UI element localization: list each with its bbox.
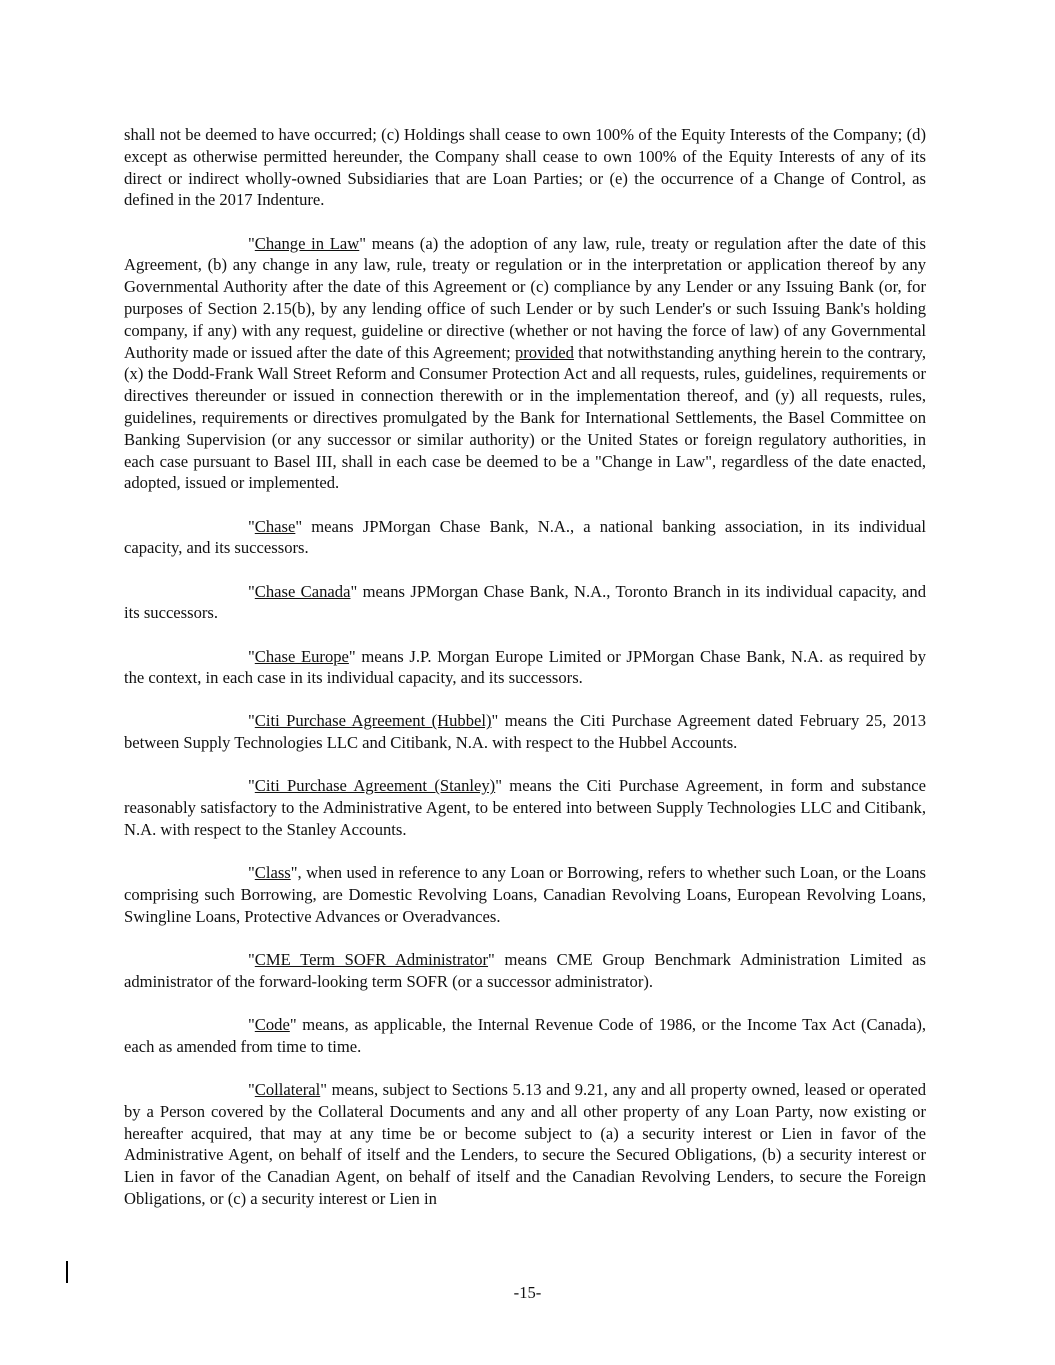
definition-class: "Class", when used in reference to any Loan or Borrowing, refers to whether such Loan, or the Loans comprising such Borrowing, are Domestic Revolving Loans, Canadian Revolving Loans, European Revolving Loans, Swingline Loans, Protective Advances or Overadvances. (124, 863, 926, 926)
definition-change-in-law: "Change in Law" means (a) the adoption of any law, rule, treaty or regulation after the date of this Agreement, (b) any change in any law, rule, treaty or regulation or in the interpretation or application thereof by any Governmental Authority after the date of this Agreement or (c) compliance by any Lender or any Issuing Bank (or, for purposes of Section 2.15(b), by any lending office of such Lender or by such Lender's or such Issuing Bank's holding company, if any) with any request, guideline or directive (whether or not having the force of law) of any Governmental Authority made or issued after the date of this Agreement; provided that notwithstanding anything herein to the contrary, (x) the Dodd-Frank Wall Street Reform and Consumer Protection Act and all requests, rules, guidelines, requirements or directives thereunder or issued in connection therewith or in the implementation thereof, and (y) all requests, rules, guidelines, requirements or directives promulgated by the Bank for International Settlements, the Basel Committee on Banking Supervision (or any successor or similar authority) or the United States or foreign regulatory authorities, in each case pursuant to Basel III, shall in each case be deemed to be a "Change in Law", regardless of the date enacted, adopted, issued or implemented. (124, 233, 927, 493)
page-number: -15- (513, 1283, 542, 1302)
revision-margin-bar (66, 1261, 68, 1283)
defined-term: Code (254, 1015, 290, 1035)
defined-term: Chase Europe (254, 646, 349, 666)
defined-term: Citi Purchase Agreement (Hubbel) (254, 711, 492, 731)
definition-chase: "Chase" means JPMorgan Chase Bank, N.A., a national banking association, in its individual capacity, and its successors. (124, 516, 926, 558)
defined-term: Citi Purchase Agreement (Stanley) (254, 776, 496, 796)
definition-chase-europe: "Chase Europe" means J.P. Morgan Europe Limited or JPMorgan Chase Bank, N.A. as required by the context, in each case in its individual capacity, and its successors. (124, 646, 926, 688)
definition-chase-canada: "Chase Canada" means JPMorgan Chase Bank, N.A., Toronto Branch in its individual capacity, and its successors. (124, 581, 926, 623)
definition-code: "Code" means, as applicable, the Internal Revenue Code of 1986, or the Income Tax Act (Canada), each as amended from time to time. (124, 1015, 926, 1056)
definition-citi-purchase-agreement-stanley: "Citi Purchase Agreement (Stanley)" means the Citi Purchase Agreement, in form and substance reasonably satisfactory to the Administrative Agent, to be entered into between Supply Technologies LLC and Citibank, N.A. with respect to the Stanley Accounts. (124, 776, 926, 840)
definition-cme-term-sofr-administrator: "CME Term SOFR Administrator" means CME Group Benchmark Administration Limited as administrator of the forward-looking term SOFR (or a successor administrator). (124, 950, 926, 991)
definition-citi-purchase-agreement-hubbel: "Citi Purchase Agreement (Hubbel)" means the Citi Purchase Agreement dated February 25, 2013 between Supply Technologies LLC and Citibank, N.A. with respect to the Hubbel Accounts. (124, 711, 926, 753)
provided-term: provided (514, 342, 574, 362)
defined-term: Change in Law (254, 233, 360, 253)
defined-term: Chase Canada (254, 581, 351, 601)
paragraph-continuation: shall not be deemed to have occurred; (c) Holdings shall cease to own 100% of the Equity Interests of the Company; (d) except as otherwise permitted hereunder, the Company shall cease to own 100% of the Equity Interests of any of its direct or indirect wholly-owned Subsidiaries that are Loan Parties; or (e) the occurrence of a Change of Control, as defined in the 2017 Indenture. (124, 125, 926, 210)
definition-collateral: "Collateral" means, subject to Sections 5.13 and 9.21, any and all property owned, leased or operated by a Person covered by the Collateral Documents and any and all other property of any Loan Party, now existing or hereafter acquired, that may at any time be or become subject to (a) a security interest or Lien in favor of the Administrative Agent, on behalf of itself and the Lenders, to secure the Secured Obligations, (b) a security interest or Lien in favor of the Canadian Agent, on behalf of itself and the Canadian Revolving Lenders, to secure the Foreign Obligations, or (c) a security interest or Lien in (124, 1080, 926, 1208)
defined-term: Collateral (254, 1080, 321, 1099)
document-page (124, 124, 926, 1231)
defined-term: CME Term SOFR Administrator (254, 950, 489, 970)
defined-term: Chase (254, 516, 296, 536)
defined-term: Class (254, 863, 291, 883)
